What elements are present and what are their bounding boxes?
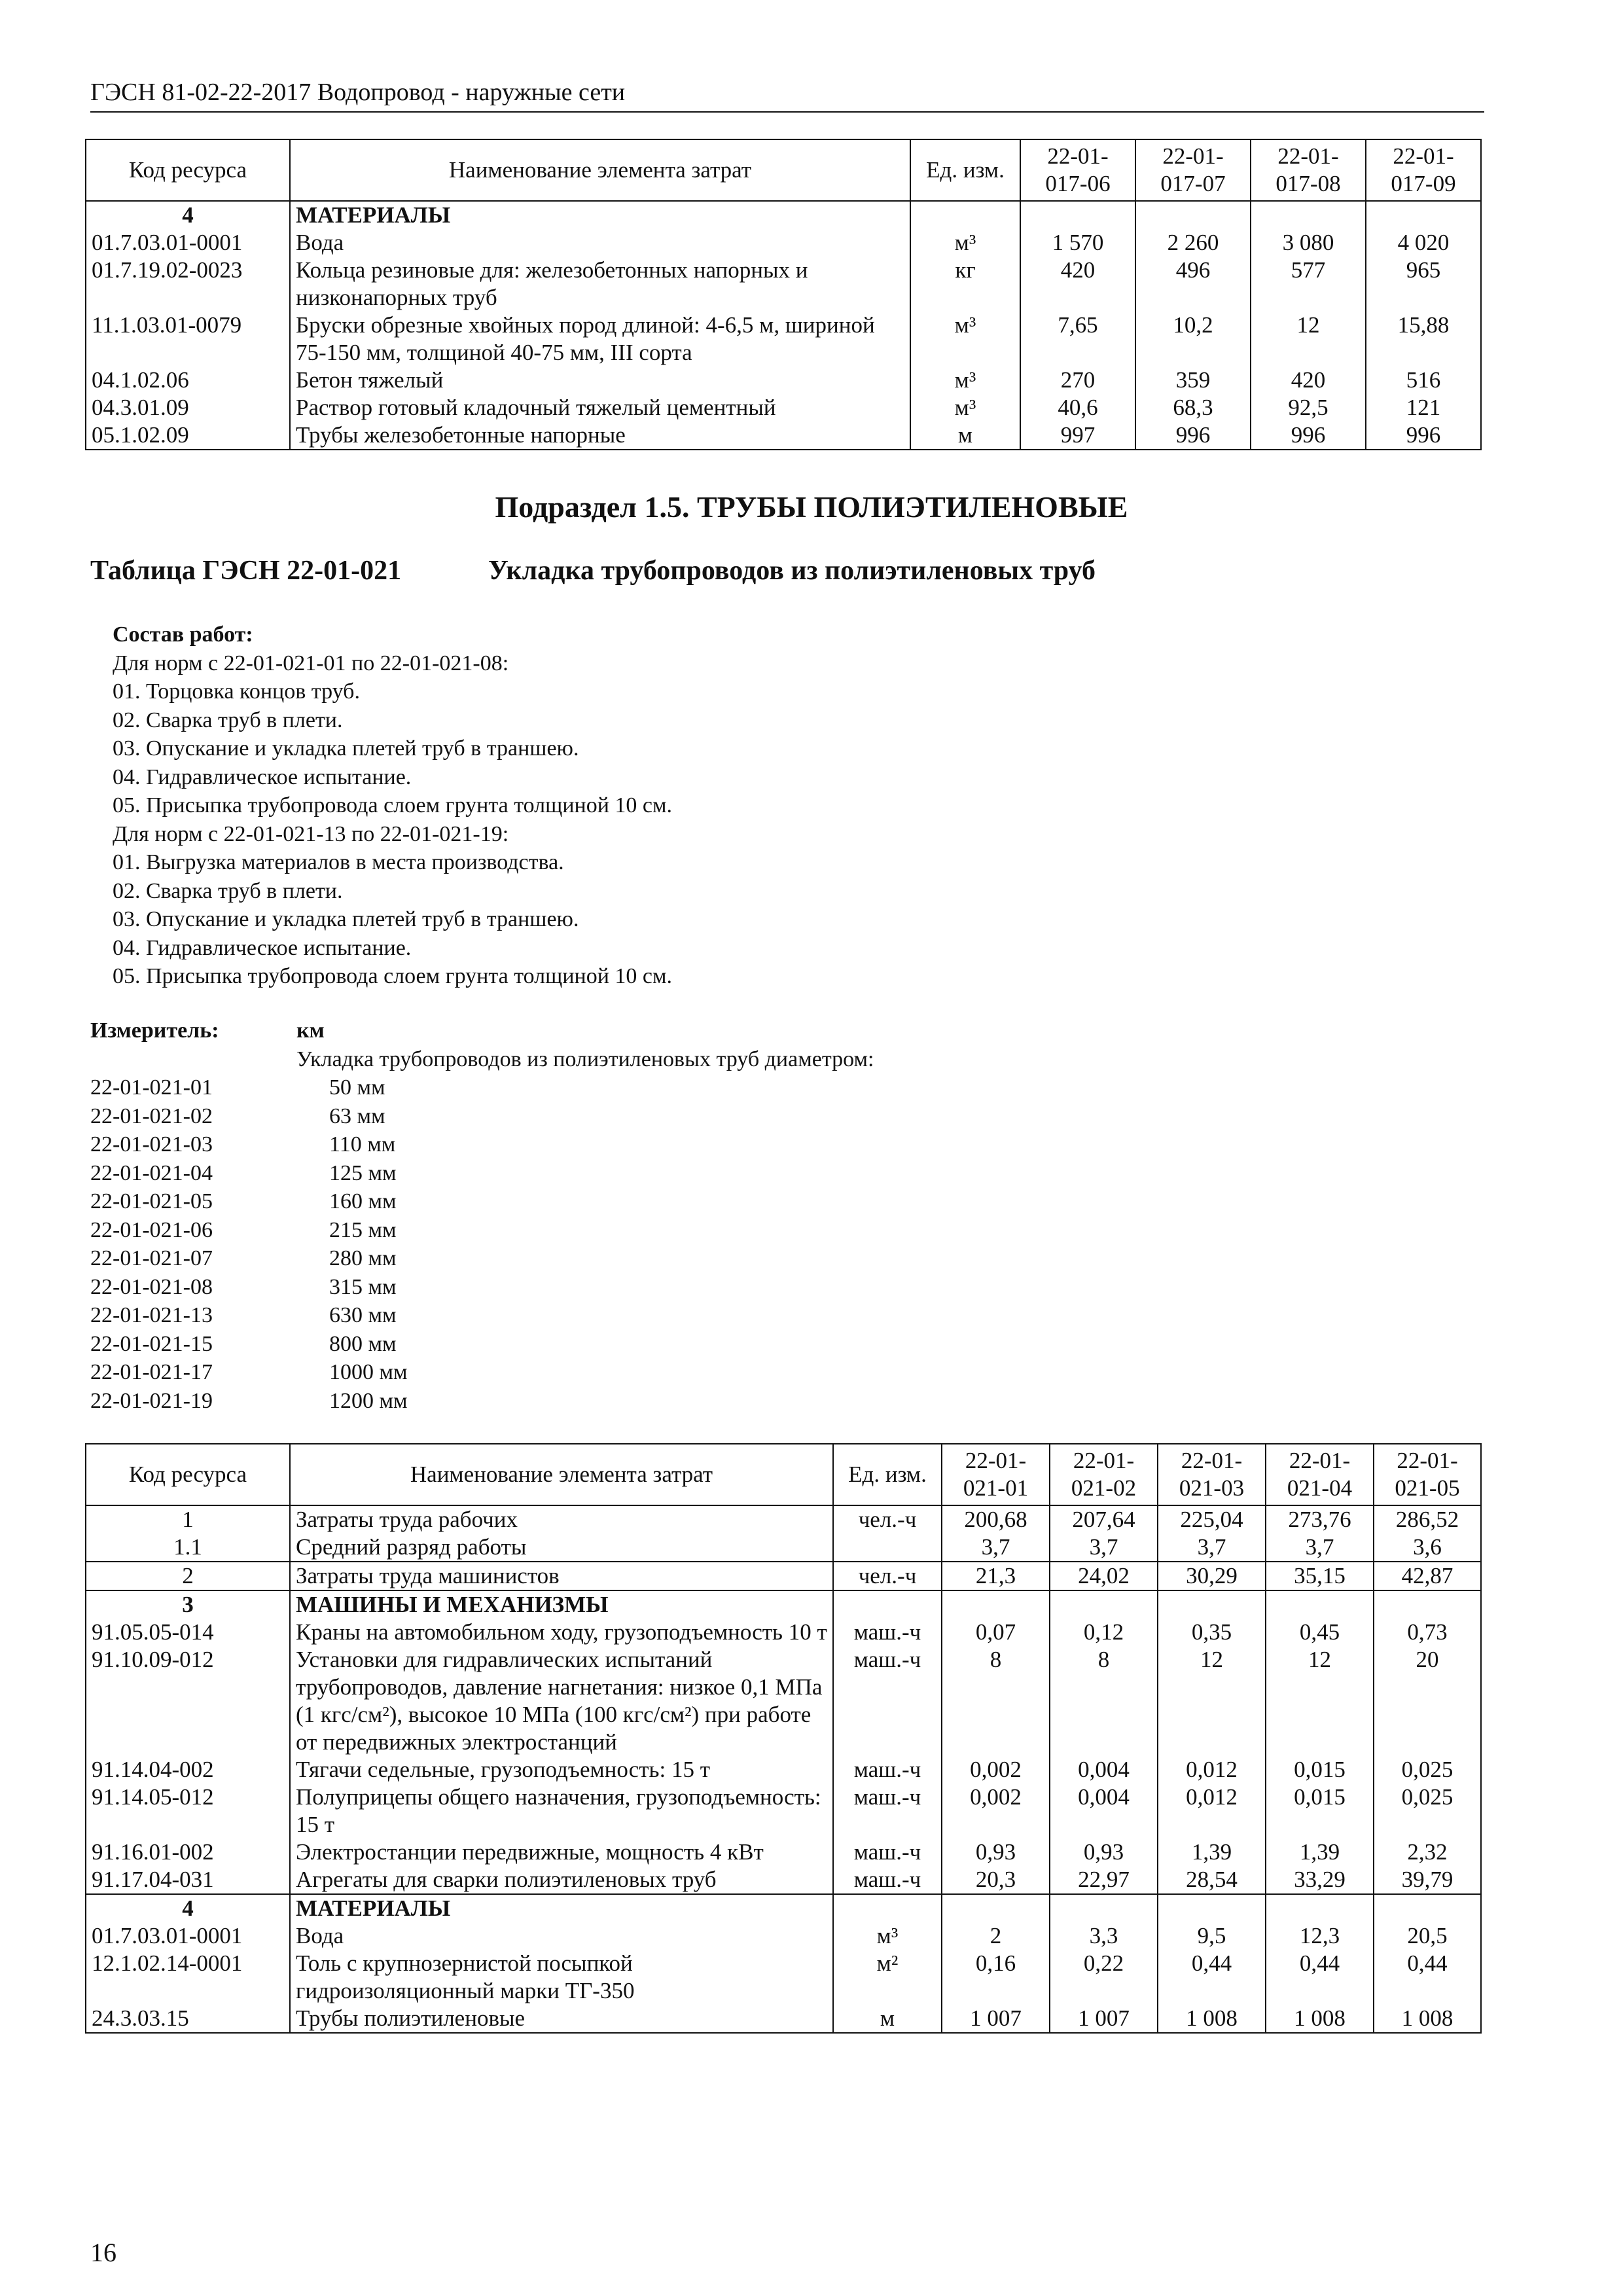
resource-value: 0,16 [942, 1950, 1050, 2005]
resource-value: 2 260 [1135, 229, 1251, 257]
table-row [86, 1562, 1481, 1590]
resource-value: 3,6 [1374, 1534, 1481, 1562]
resource-value [1266, 1590, 1374, 1619]
resource-value: 3,7 [1266, 1534, 1374, 1562]
resource-unit: м² [833, 1950, 942, 2005]
resource-unit: м³ [910, 312, 1020, 367]
resource-name: Полуприцепы общего назначения, грузоподъемность: 15 т [290, 1784, 833, 1839]
resource-value: 0,015 [1266, 1756, 1374, 1784]
resource-value: 0,22 [1050, 1950, 1158, 2005]
resource-code: 3 [86, 1590, 290, 1619]
resource-value: 0,025 [1374, 1756, 1481, 1784]
resource-code: 01.7.03.01-0001 [86, 229, 290, 257]
resource-value: 0,93 [942, 1839, 1050, 1866]
resource-unit: м³ [833, 1922, 942, 1950]
norm-code: 22-01-021-08 [90, 1274, 213, 1299]
resource-code: 91.14.05-012 [86, 1784, 290, 1839]
resource-name: Толь с крупнозернистой посыпкой гидроизоляционный марки ТГ-350 [290, 1950, 833, 2005]
column-header: Ед. изм. [910, 139, 1020, 201]
work-line: 05. Присыпка трубопровода слоем грунта толщиной 10 см. [113, 793, 673, 817]
resource-value: 33,29 [1266, 1866, 1374, 1894]
resource-unit: м³ [910, 367, 1020, 394]
resource-value: 2 [942, 1922, 1050, 1950]
resource-unit: маш.-ч [833, 1646, 942, 1756]
resource-code: 1.1 [86, 1534, 290, 1562]
resource-unit: м³ [910, 394, 1020, 422]
resource-unit [833, 1894, 942, 1922]
resource-name: Установки для гидравлических испытаний трубопроводов, давление нагнетания: низкое 0,1 МПа (1 кгс/см²), высокое 10 МПа (100 кгс/см²) при работе от передвижных электростанций [290, 1646, 833, 1756]
norm-code: 22-01-021-05 [90, 1189, 213, 1213]
resource-value [1374, 1894, 1481, 1922]
resource-value: 996 [1366, 422, 1481, 450]
resource-value: 40,6 [1020, 394, 1135, 422]
resource-value: 22,97 [1050, 1866, 1158, 1894]
resource-value: 3,3 [1050, 1922, 1158, 1950]
resource-unit: м [910, 422, 1020, 450]
resource-name: Раствор готовый кладочный тяжелый цементный [290, 394, 910, 422]
table-row [86, 1646, 1481, 1756]
pipe-diameter: 215 мм [329, 1217, 397, 1242]
resource-code: 04.3.01.09 [86, 394, 290, 422]
table-title [90, 555, 1096, 586]
pipe-diameter: 63 мм [329, 1103, 385, 1128]
work-heading: Состав работ: [113, 622, 253, 647]
work-line: 04. Гидравлическое испытание. [113, 764, 412, 789]
resource-value: 92,5 [1251, 394, 1366, 422]
norm-code: 22-01-021-13 [90, 1303, 213, 1327]
resource-unit: маш.-ч [833, 1619, 942, 1646]
resource-unit [833, 1590, 942, 1619]
resource-value: 0,93 [1050, 1839, 1158, 1866]
resource-unit [833, 1534, 942, 1562]
resource-value: 35,15 [1266, 1562, 1374, 1590]
resource-value: 8 [1050, 1646, 1158, 1756]
meter-item [90, 1387, 874, 1416]
running-header: ГЭСН 81-02-22-2017 Водопровод - наружные сети [90, 77, 1484, 113]
table-row [86, 257, 1481, 312]
resource-name: Агрегаты для сварки полиэтиленовых труб [290, 1866, 833, 1894]
pipe-diameter: 50 мм [329, 1075, 385, 1100]
resource-value: 207,64 [1050, 1505, 1158, 1534]
table-row [86, 1839, 1481, 1866]
resource-value [1374, 1590, 1481, 1619]
column-header: 22-01- 021-01 [942, 1444, 1050, 1505]
meter-item [90, 1159, 874, 1188]
resource-value: 12 [1251, 312, 1366, 367]
resource-unit: м³ [910, 229, 1020, 257]
resource-value: 965 [1366, 257, 1481, 312]
resource-value: 1 008 [1158, 2005, 1266, 2033]
resource-value: 0,44 [1158, 1950, 1266, 2005]
resource-value [1050, 1894, 1158, 1922]
column-header: Код ресурса [86, 1444, 290, 1505]
resource-value: 4 020 [1366, 229, 1481, 257]
section-row [86, 201, 1481, 229]
resource-value: 0,12 [1050, 1619, 1158, 1646]
resource-name: Затраты труда машинистов [290, 1562, 833, 1590]
resource-value: 0,07 [942, 1619, 1050, 1646]
resource-value [1266, 1894, 1374, 1922]
resource-name: Средний разряд работы [290, 1534, 833, 1562]
work-line: 03. Опускание и укладка плетей труб в траншею. [113, 907, 579, 931]
resource-value: 21,3 [942, 1562, 1050, 1590]
work-composition [113, 620, 672, 991]
resource-code: 05.1.02.09 [86, 422, 290, 450]
column-header: Наименование элемента затрат [290, 139, 910, 201]
table-row [86, 394, 1481, 422]
table-row [86, 1866, 1481, 1894]
resource-value: 225,04 [1158, 1505, 1266, 1534]
section-row [86, 1590, 1481, 1619]
resource-name: Вода [290, 1922, 833, 1950]
resource-name: Трубы полиэтиленовые [290, 2005, 833, 2033]
meter-item [90, 1073, 874, 1102]
pipe-diameter: 280 мм [329, 1246, 397, 1270]
resource-value [942, 1894, 1050, 1922]
resource-value: 1 007 [942, 2005, 1050, 2033]
resource-unit [910, 201, 1020, 229]
norm-code: 22-01-021-01 [90, 1075, 213, 1100]
resource-value: 3 080 [1251, 229, 1366, 257]
resource-value: 3,7 [1158, 1534, 1266, 1562]
resource-value: 1,39 [1158, 1839, 1266, 1866]
resource-value [1135, 201, 1251, 229]
resource-value: 0,012 [1158, 1756, 1266, 1784]
resource-name: Вода [290, 229, 910, 257]
table-name: Укладка трубопроводов из полиэтиленовых труб [488, 556, 1096, 586]
resource-unit: маш.-ч [833, 1784, 942, 1839]
resources-table-021 [85, 1443, 1482, 2034]
norm-code: 22-01-021-15 [90, 1331, 213, 1356]
resource-value: 1 008 [1266, 2005, 1374, 2033]
resource-value: 359 [1135, 367, 1251, 394]
resource-value: 1 007 [1050, 2005, 1158, 2033]
column-header: 22-01- 017-08 [1251, 139, 1366, 201]
resource-value: 200,68 [942, 1505, 1050, 1534]
resource-value: 15,88 [1366, 312, 1481, 367]
resource-unit: чел.-ч [833, 1562, 942, 1590]
materials-table-017 [85, 139, 1482, 450]
meter-description: Укладка трубопроводов из полиэтиленовых труб диаметром: [296, 1047, 874, 1071]
resource-value: 420 [1251, 367, 1366, 394]
resource-name: МАШИНЫ И МЕХАНИЗМЫ [290, 1590, 833, 1619]
resource-name: Тягачи седельные, грузоподъемность: 15 т [290, 1756, 833, 1784]
pipe-diameter: 160 мм [329, 1189, 397, 1213]
resource-value [1366, 201, 1481, 229]
resource-value: 997 [1020, 422, 1135, 450]
resource-value: 2,32 [1374, 1839, 1481, 1866]
resource-value [1020, 201, 1135, 229]
resource-value: 420 [1020, 257, 1135, 312]
resource-code: 91.17.04-031 [86, 1866, 290, 1894]
pipe-diameter: 1200 мм [329, 1388, 408, 1413]
column-header: Ед. изм. [833, 1444, 942, 1505]
resource-value: 0,012 [1158, 1784, 1266, 1839]
resource-value: 12 [1266, 1646, 1374, 1756]
column-header: 22-01- 021-04 [1266, 1444, 1374, 1505]
resource-name: Бетон тяжелый [290, 367, 910, 394]
norm-code: 22-01-021-07 [90, 1246, 213, 1270]
meter-item [90, 1273, 874, 1302]
resource-value [1251, 201, 1366, 229]
table-row [86, 1950, 1481, 2005]
resource-code: 01.7.19.02-0023 [86, 257, 290, 312]
table-row [86, 2005, 1481, 2033]
resource-code: 4 [86, 1894, 290, 1922]
column-header: 22-01- 021-02 [1050, 1444, 1158, 1505]
meter-item [90, 1130, 874, 1159]
resource-value: 12,3 [1266, 1922, 1374, 1950]
resource-value: 496 [1135, 257, 1251, 312]
table-row [86, 422, 1481, 450]
resource-value: 3,7 [942, 1534, 1050, 1562]
meter-unit: км [296, 1018, 325, 1043]
resource-value: 996 [1135, 422, 1251, 450]
resource-unit: кг [910, 257, 1020, 312]
resource-unit: маш.-ч [833, 1756, 942, 1784]
resource-value: 1,39 [1266, 1839, 1374, 1866]
meter-item [90, 1358, 874, 1387]
meter-label: Измеритель: [90, 1018, 219, 1043]
resource-value [1050, 1590, 1158, 1619]
column-header: 22-01- 021-03 [1158, 1444, 1266, 1505]
resource-value: 8 [942, 1646, 1050, 1756]
norm-code: 22-01-021-04 [90, 1160, 213, 1185]
resource-value: 0,35 [1158, 1619, 1266, 1646]
resource-name: Кольца резиновые для: железобетонных напорных и низконапорных труб [290, 257, 910, 312]
resource-value: 42,87 [1374, 1562, 1481, 1590]
table-row [86, 1756, 1481, 1784]
norm-code: 22-01-021-17 [90, 1360, 213, 1384]
resource-name: Электростанции передвижные, мощность 4 кВт [290, 1839, 833, 1866]
meter-item [90, 1301, 874, 1330]
resource-code: 24.3.03.15 [86, 2005, 290, 2033]
resource-code: 12.1.02.14-0001 [86, 1950, 290, 2005]
table-row [86, 312, 1481, 367]
resource-value: 121 [1366, 394, 1481, 422]
resource-value: 996 [1251, 422, 1366, 450]
pipe-diameter: 1000 мм [329, 1360, 408, 1384]
meter-item [90, 1244, 874, 1273]
meter-item [90, 1102, 874, 1131]
resource-unit: маш.-ч [833, 1839, 942, 1866]
resource-unit: чел.-ч [833, 1505, 942, 1534]
pipe-diameter: 315 мм [329, 1274, 397, 1299]
resource-code: 91.05.05-014 [86, 1619, 290, 1646]
norm-code: 22-01-021-06 [90, 1217, 213, 1242]
resource-value: 39,79 [1374, 1866, 1481, 1894]
resource-name: МАТЕРИАЛЫ [290, 1894, 833, 1922]
resource-value: 0,73 [1374, 1619, 1481, 1646]
column-header: 22-01- 017-07 [1135, 139, 1251, 201]
page-number: 16 [90, 2238, 116, 2267]
resource-value: 0,025 [1374, 1784, 1481, 1839]
resource-value: 10,2 [1135, 312, 1251, 367]
resource-value: 286,52 [1374, 1505, 1481, 1534]
resource-value: 0,002 [942, 1756, 1050, 1784]
resource-value [1158, 1590, 1266, 1619]
resource-code: 01.7.03.01-0001 [86, 1922, 290, 1950]
work-line: 01. Торцовка концов труб. [113, 679, 360, 704]
resource-code: 2 [86, 1562, 290, 1590]
resource-name: Затраты труда рабочих [290, 1505, 833, 1534]
resource-value: 0,002 [942, 1784, 1050, 1839]
norm-code: 22-01-021-02 [90, 1103, 213, 1128]
resource-value: 30,29 [1158, 1562, 1266, 1590]
table-row [86, 1784, 1481, 1839]
resource-value: 3,7 [1050, 1534, 1158, 1562]
resource-value: 20 [1374, 1646, 1481, 1756]
resource-value: 9,5 [1158, 1922, 1266, 1950]
resource-value: 0,015 [1266, 1784, 1374, 1839]
table-row [86, 1534, 1481, 1562]
table-row [86, 1619, 1481, 1646]
pipe-diameter: 800 мм [329, 1331, 397, 1356]
table-row [86, 367, 1481, 394]
resource-value: 0,004 [1050, 1784, 1158, 1839]
column-header: 22-01- 021-05 [1374, 1444, 1481, 1505]
column-header: 22-01- 017-06 [1020, 139, 1135, 201]
column-header: Наименование элемента затрат [290, 1444, 833, 1505]
table-row [86, 229, 1481, 257]
resource-code: 04.1.02.06 [86, 367, 290, 394]
resource-value: 0,44 [1374, 1950, 1481, 2005]
meter-item [90, 1330, 874, 1359]
resource-unit: маш.-ч [833, 1866, 942, 1894]
pipe-diameter: 630 мм [329, 1303, 397, 1327]
resource-code: 1 [86, 1505, 290, 1534]
resource-value: 12 [1158, 1646, 1266, 1756]
work-line: Для норм с 22-01-021-01 по 22-01-021-08: [113, 651, 509, 675]
meter-item [90, 1187, 874, 1216]
resource-value: 516 [1366, 367, 1481, 394]
column-header: Код ресурса [86, 139, 290, 201]
resource-value: 7,65 [1020, 312, 1135, 367]
table-row [86, 1922, 1481, 1950]
resource-code: 91.14.04-002 [86, 1756, 290, 1784]
table-code: Таблица ГЭСН 22-01-021 [90, 556, 402, 586]
pipe-diameter: 125 мм [329, 1160, 397, 1185]
resource-value: 270 [1020, 367, 1135, 394]
work-line: 04. Гидравлическое испытание. [113, 935, 412, 960]
resource-code: 4 [86, 201, 290, 229]
work-line: 02. Сварка труб в плети. [113, 878, 343, 903]
norm-code: 22-01-021-19 [90, 1388, 213, 1413]
resource-value: 0,004 [1050, 1756, 1158, 1784]
pipe-diameter: 110 мм [329, 1132, 396, 1157]
norm-code: 22-01-021-03 [90, 1132, 213, 1157]
resource-value: 577 [1251, 257, 1366, 312]
section-row [86, 1894, 1481, 1922]
column-header: 22-01- 017-09 [1366, 139, 1481, 201]
work-line: Для норм с 22-01-021-13 по 22-01-021-19: [113, 821, 509, 846]
resource-name: Краны на автомобильном ходу, грузоподъемность 10 т [290, 1619, 833, 1646]
resource-name: Трубы железобетонные напорные [290, 422, 910, 450]
resource-value: 68,3 [1135, 394, 1251, 422]
resource-value: 20,3 [942, 1866, 1050, 1894]
resource-value: 28,54 [1158, 1866, 1266, 1894]
resource-value: 1 008 [1374, 2005, 1481, 2033]
meter-item [90, 1216, 874, 1245]
resource-value: 20,5 [1374, 1922, 1481, 1950]
resource-value: 273,76 [1266, 1505, 1374, 1534]
work-line: 01. Выгрузка материалов в места производства. [113, 850, 564, 874]
resource-value [942, 1590, 1050, 1619]
resource-value [1158, 1894, 1266, 1922]
resource-value: 0,45 [1266, 1619, 1374, 1646]
work-line: 03. Опускание и укладка плетей труб в траншею. [113, 736, 579, 761]
resource-name: МАТЕРИАЛЫ [290, 201, 910, 229]
resource-value: 0,44 [1266, 1950, 1374, 2005]
resource-code: 11.1.03.01-0079 [86, 312, 290, 367]
resource-code: 91.16.01-002 [86, 1839, 290, 1866]
table-row [86, 1505, 1481, 1534]
work-line: 02. Сварка труб в плети. [113, 708, 343, 732]
resource-unit: м [833, 2005, 942, 2033]
work-line: 05. Присыпка трубопровода слоем грунта толщиной 10 см. [113, 964, 673, 988]
resource-code: 91.10.09-012 [86, 1646, 290, 1756]
resource-value: 1 570 [1020, 229, 1135, 257]
resource-value: 24,02 [1050, 1562, 1158, 1590]
meter-block [90, 1016, 874, 1415]
resource-name: Бруски обрезные хвойных пород длиной: 4-6,5 м, шириной 75-150 мм, толщиной 40-75 мм, III сорта [290, 312, 910, 367]
subsection-title: Подраздел 1.5. ТРУБЫ ПОЛИЭТИЛЕНОВЫЕ [495, 490, 1128, 524]
